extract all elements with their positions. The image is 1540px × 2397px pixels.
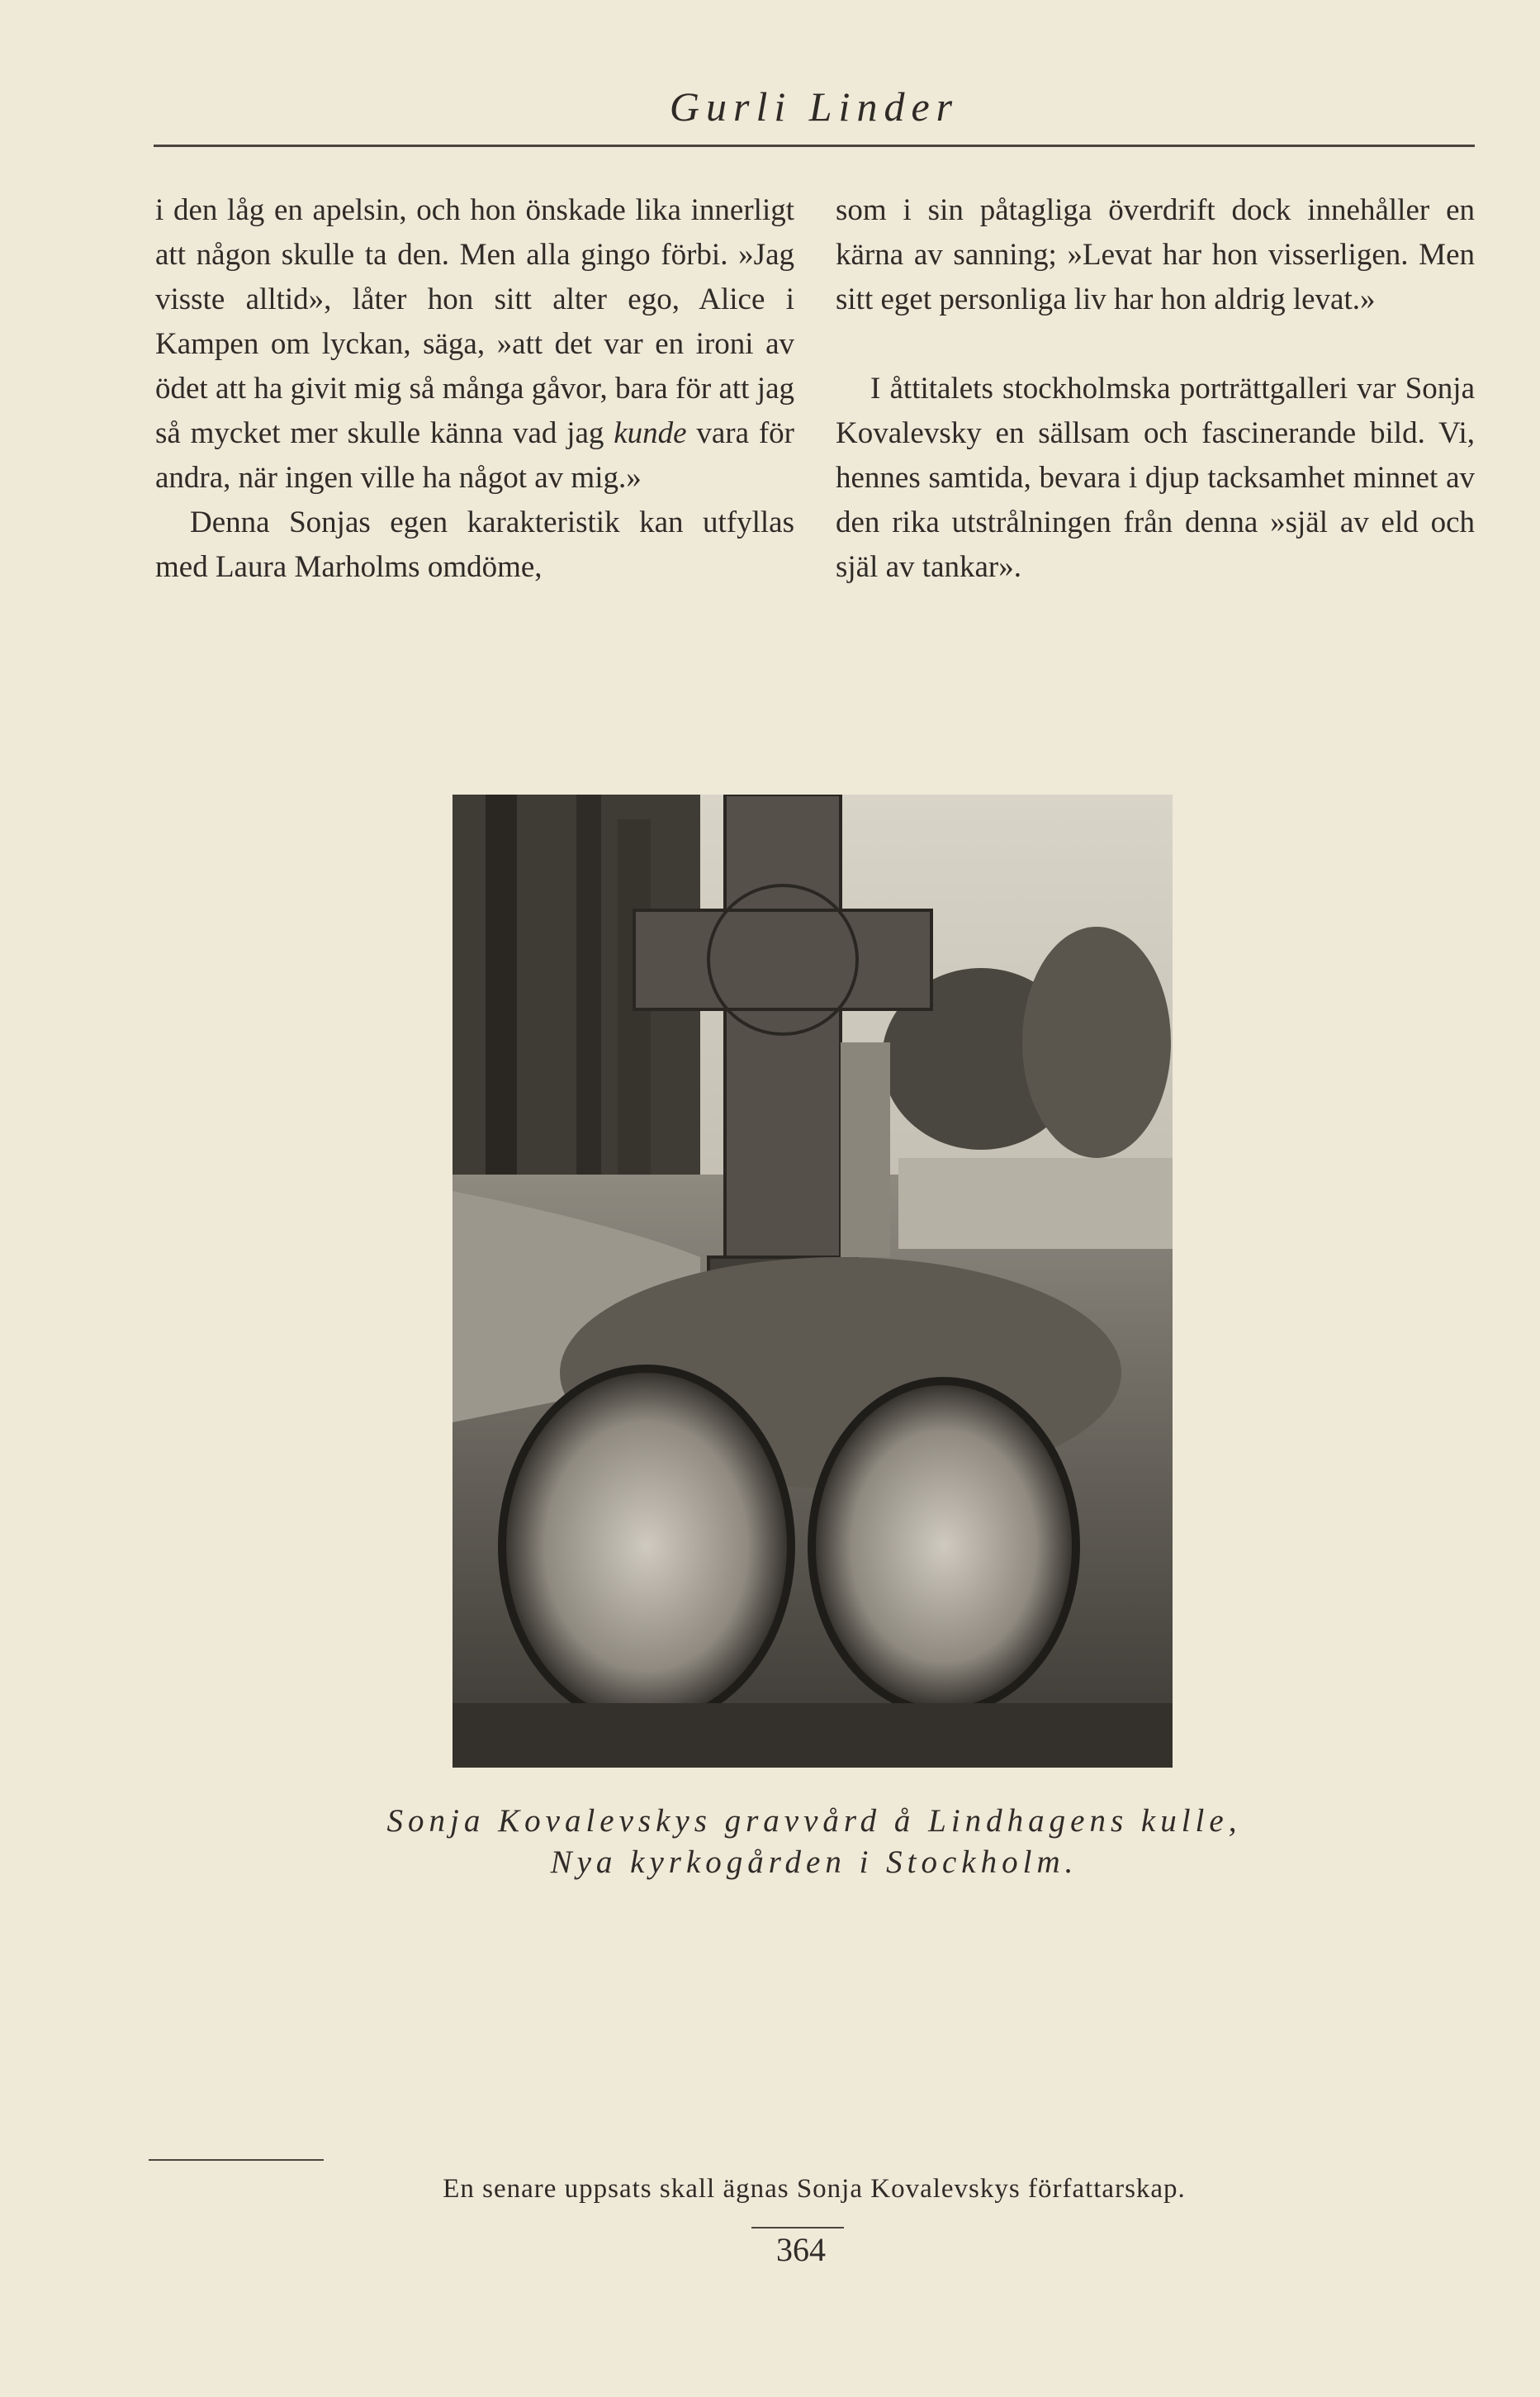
- right-column: [836, 188, 1475, 590]
- right-paragraph-2: I åttitalets stockholmska porträttgalleri var Sonja Kovalevsky en sällsam och fascinerande bild. Vi, hennes samtida, bevara i djup tacksamhet minnet av den rika utstrålningen från denna »själ av eld och själ av tankar».: [836, 372, 1475, 584]
- left-paragraph-2: Denna Sonjas egen karakteristik kan utfyllas med Laura Marholms omdöme,: [155, 506, 794, 584]
- running-header-author: Gurli Linder: [669, 83, 960, 130]
- photo-caption: [154, 1801, 1475, 1883]
- emphasis-kunde: kunde: [614, 416, 687, 450]
- left-paragraph-1-text: i den låg en apelsin, och hon önskade lika innerligt att någon skulle ta den. Men alla gingo förbi. »Jag visste alltid», låter hon sitt alter ego, Alice i Kampen om lyckan, säga, »att det var en ironi av ödet att ha givit mig så många gåvor, bara för att jag så mycket mer skulle känna vad jag: [155, 193, 794, 450]
- header-rule: [154, 145, 1475, 147]
- caption-line-2: Nya kyrkogården i Stockholm.: [550, 1844, 1078, 1880]
- footnote: En senare uppsats skall ägnas Sonja Kovalevskys författarskap.: [443, 2174, 1186, 2204]
- page-number-rule: [751, 2227, 844, 2228]
- grave-photograph: [453, 795, 1173, 1768]
- left-paragraph-1-tail: vara för andra, när ingen ville ha något av mig.»: [155, 416, 794, 495]
- left-paragraph-1: [155, 188, 794, 501]
- footnote-rule: [149, 2159, 324, 2161]
- caption-line-1: Sonja Kovalevskys gravvård å Lindhagens kulle,: [386, 1803, 1242, 1839]
- left-column: [155, 188, 794, 590]
- page-number: 364: [776, 2231, 826, 2268]
- grave-photograph-illustration: [453, 795, 1173, 1768]
- right-paragraph-1: som i sin påtagliga överdrift dock innehåller en kärna av sanning; »Levat har hon visserligen. Men sitt eget personliga liv har hon aldrig levat.»: [836, 193, 1475, 316]
